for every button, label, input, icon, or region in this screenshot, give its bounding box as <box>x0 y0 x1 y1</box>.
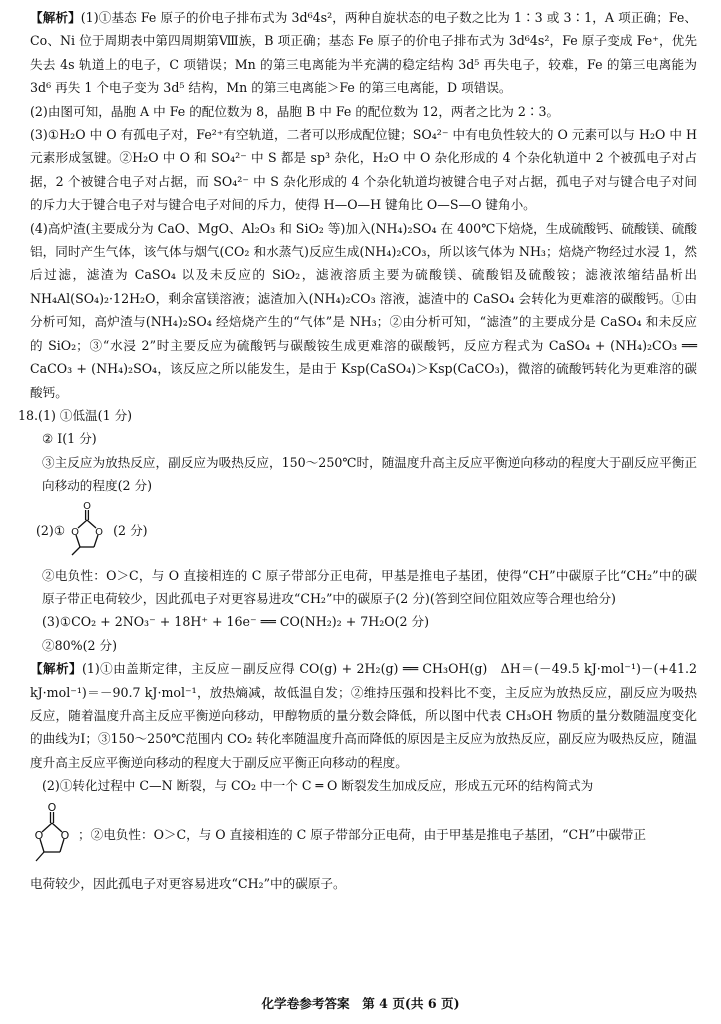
svg-text:O: O <box>71 526 80 538</box>
question-number: 18. <box>18 407 39 423</box>
q17-part1 <box>30 6 697 100</box>
cyclic-carbonate-structure-1 <box>67 501 111 561</box>
q18-explanation-1 <box>30 657 697 774</box>
q18-explanation-1-text: (1)①由盖斯定律，主反应－副反应得 CO(g) + 2H₂(g) ══ CH₃OH(g) ΔH＝(－49.5 kJ·mol⁻¹)－(+41.2 kJ·mol⁻¹)＝－90.7 kJ·mol⁻¹，放热熵减，故低温自发；②维持压强和投料比不变，主反应为放热反应，副反应为吸热反应，随着温度升高主反应平衡逆向移动，甲醇物质的量分数会降低，所以图中代表 CH₃OH 物质的量分数随温度变化的曲线为Ⅰ；③150～250℃范围内 CO₂ 转化率随温度升高而降低的原因是主反应为放热反应，副反应为吸热反应，随温度升高主反应平衡逆向移动的程度大于副反应平衡正向移动的程度。 <box>30 661 698 770</box>
q18-explanation-2: (2)①转化过程中 C—N 断裂，与 CO₂ 中一个 C ═ O 断裂发生加成反应，形成五元环的结构简式为 <box>42 778 594 794</box>
q18-answer-2-2: ②电负性：O＞C，与 O 直接相连的 C 原子带部分正电荷，甲基是推电子基团，使得“CH”中碳原子比“CH₂”中的碳原子带正电荷较少，因此孤电子对更容易进攻“CH₂”中的碳原子(2 分)(答到空间位阻效应等合理也给分) <box>42 567 697 606</box>
q17-part2: (2)由图可知，晶胞 A 中 Fe 的配位数为 8，晶胞 B 中 Fe 的配位数为 12，两者之比为 2∶3。 <box>30 103 560 119</box>
svg-text:O: O <box>60 828 70 842</box>
cyclic-carbonate-structure-2 <box>30 803 78 867</box>
q18-answer-1-2: ② Ⅰ(1 分) <box>42 431 97 447</box>
q18-answer-3-2: ②80%(2 分) <box>42 637 118 653</box>
q18-explanation-4: 电荷较少，因此孤电子对更容易进攻“CH₂”中的碳原子。 <box>30 875 346 891</box>
q18-answer-1-1-text: (1) ①低温(1 分) <box>38 407 133 423</box>
svg-text:O: O <box>95 526 104 538</box>
q18-answer-2-1 <box>30 498 697 564</box>
analysis-label: 【解析】 <box>30 661 82 677</box>
page-footer: 化学卷参考答案 第 4 页(共 6 页) <box>261 996 460 1011</box>
svg-text:O: O <box>34 828 44 842</box>
svg-text:O: O <box>83 500 92 512</box>
analysis-label: 【解析】 <box>30 10 81 25</box>
q18-answer-1-1 <box>18 404 697 427</box>
q18-answer-2-1-label: (2)① <box>36 522 66 538</box>
q18-answer-3-1: (3)①CO₂ + 2NO₃⁻ + 18H⁺ + 16e⁻ ══ CO(NH₂)₂ + 7H₂O(2 分) <box>42 614 430 630</box>
q17-part3: (3)①H₂O 中 O 有孤电子对，Fe²⁺有空轨道，二者可以形成配位键；SO₄²⁻ 中有电负性较大的 O 元素可以与 H₂O 中 H 元素形成氢键。②H₂O 中 O 和 SO₄²⁻ 中 S 都是 sp³ 杂化，H₂O 中 O 杂化形成的 4 个杂化轨道中 2 个被孤电子对占据，2 个被键合电子对占据，而 SO₄²⁻ 中 S 杂化形成的 4 个杂化轨道均被键合电子对占据，孤电子对与键合电子对间的斥力大于键合电子对与键合电子对间的斥力，使得 H—O—H 键角比 O—S—O 键角小。 <box>30 127 697 213</box>
q17-part4: (4)高炉渣(主要成分为 CaO、MgO、Al₂O₃ 和 SiO₂ 等)加入(NH₄)₂SO₄ 在 400℃下焙烧，生成硫酸钙、硫酸镁、硫酸铝，同时产生气体，该气体与烟气(CO₂ 和水蒸气)反应生成(NH₄)₂CO₃，所以该气体为 NH₃；焙烧产物经过水浸 1，然后过滤，滤渣为 CaSO₄ 以及未反应的 SiO₂，滤液溶质主要为硫酸镁、硫酸铝及硫酸铵；滤液浓缩结晶析出 NH₄Al(SO₄)₂·12H₂O，剩余富镁溶液；滤渣加入(NH₄)₂CO₃ 溶液，滤渣中的 CaSO₄ 会转化为更难溶的碳酸钙。①由分析可知，高炉渣与(NH₄)₂SO₄ 经焙烧产生的“气体”是 NH₃；②由分析可知，“滤渣”的主要成分是 CaSO₄ 和未反应的 SiO₂；③“水浸 2”时主要反应为硫酸钙与碳酸铵生成更难溶的碳酸钙，反应方程式为 CaSO₄ + (NH₄)₂CO₃ ══ CaCO₃ + (NH₄)₂SO₄，该反应之所以能发生，是由于 Ksp(CaSO₄)＞Ksp(CaCO₃)，微溶的硫酸钙转化为更难溶的碳酸钙。 <box>30 220 697 400</box>
q18-explanation-3-text: ；②电负性：O＞C，与 O 直接相连的 C 原子带部分正电荷，由于甲基是推电子基团，“CH”中碳带正 <box>78 826 646 842</box>
q18-answer-1-3: ③主反应为放热反应，副反应为吸热反应，150～250℃时，随温度升高主反应平衡逆向移动的程度大于副反应平衡正向移动的程度(2 分) <box>42 454 697 494</box>
q17-part1-text: (1)①基态 Fe 原子的价电子排布式为 3d⁶4s²，两种自旋状态的电子数之比为 1∶3 或 3∶1，A 项正确；Fe、Co、Ni 位于周期表中第四周期第Ⅷ族，B 项正确；基态 Fe 原子的价电子排布式为 3d⁶4s²，Fe 原子变成 Fe⁺，优先失去 4s 轨道上的电子，C 项错误；Mn 的第三电离能为半充满的稳定结构 3d⁵ 再失电子，较难，Fe 的第三电离能为 3d⁶ 再失 1 个电子变为 3d⁵ 结构，Mn 的第三电离能＞Fe 的第三电离能，D 项错误。 <box>30 10 697 96</box>
q18-explanation-3 <box>30 798 697 872</box>
svg-text:O: O <box>47 802 57 814</box>
q18-answer-2-1-score: (2 分) <box>113 522 148 538</box>
